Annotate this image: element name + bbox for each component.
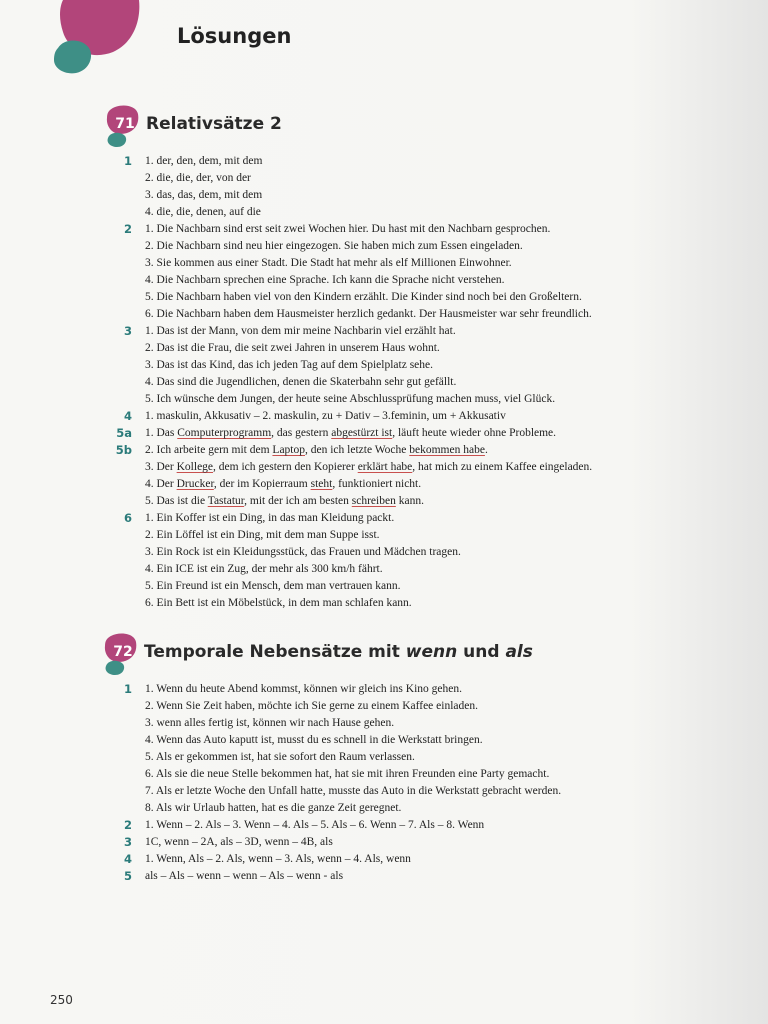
answer-line: 5. Als er gekommen ist, hat sie sofort den Raum verlassen. [145,751,415,763]
teal-blob-decoration [52,38,94,76]
answer-line: 1. Wenn, Als – 2. Als, wenn – 3. Als, wenn – 4. Als, wenn [145,853,411,865]
answer-line: 5. Ein Freund ist ein Mensch, dem man vertrauen kann. [145,580,401,592]
exercise-answers [145,817,484,834]
answer-line: 2. Wenn Sie Zeit haben, möchte ich Sie gerne zu einem Kaffee einladen. [145,700,478,712]
exercise-number: 5a 5b [115,426,132,457]
answer-line: 1. Wenn du heute Abend kommst, können wir gleich ins Kino gehen. [145,683,462,695]
answer-line: 2. Ein Löffel ist ein Ding, mit dem man Suppe isst. [145,529,380,541]
answer-line: 3. Das ist das Kind, das ich jeden Tag auf dem Spielplatz sehe. [145,359,434,371]
answer-line: 1. Wenn – 2. Als – 3. Wenn – 4. Als – 5. Als – 6. Wenn – 7. Als – 8. Wenn [145,819,485,831]
exercise-number: 2 [123,222,132,236]
exercise-answers [145,510,461,612]
answer-line: 6. Ein Bett ist ein Möbelstück, in dem man schlafen kann. [145,597,412,609]
exercise-answers [145,153,262,221]
answer-line: 8. Als wir Urlaub hatten, hat es die ganze Zeit geregnet. [145,802,402,814]
exercise-answers [145,323,555,408]
exercise-answers [145,851,411,868]
answer-line: 3. Der Kollege, dem ich gestern den Kopierer erklärt habe, hat mich zu einem Kaffee eingeladen. [145,461,593,473]
answer-line: 1. Das ist der Mann, von dem mir meine Nachbarin viel erzählt hat. [145,325,456,337]
answer-line: 3. Ein Rock ist ein Kleidungsstück, das Frauen und Mädchen tragen. [145,546,461,558]
answer-line: 4. Das sind die Jugendlichen, denen die Skaterbahn sehr gut gefällt. [145,376,457,388]
answer-line: 1. Die Nachbarn sind erst seit zwei Wochen hier. Du hast mit den Nachbarn gesprochen. [145,223,551,235]
answer-line: 3. wenn alles fertig ist, können wir nach Hause gehen. [145,717,395,729]
page-number: 250 [50,993,73,1007]
answer-line: 4. Der Drucker, der im Kopierraum steht, funktioniert nicht. [145,478,422,490]
answer-line: 2. die, die, der, von der [145,172,251,184]
section-number: 72 [113,644,133,660]
answer-line: 5. Die Nachbarn haben viel von den Kindern erzählt. Die Kinder sind noch bei den Großeltern. [145,291,582,303]
exercise-number: 4 [123,409,132,423]
answer-line: 6. Die Nachbarn haben dem Hausmeister herzlich gedankt. Der Hausmeister war sehr freundlich. [145,308,592,320]
exercise-number: 3 [123,324,132,338]
answer-line: 1. der, den, dem, mit dem [145,155,263,167]
answer-line: 4. Ein ICE ist ein Zug, der mehr als 300 km/h fährt. [145,563,383,575]
answer-line: 4. die, die, denen, auf die [145,206,261,218]
answer-line: 4. Wenn das Auto kaputt ist, musst du es schnell in die Werkstatt bringen. [145,734,483,746]
exercise-number: 3 [123,835,132,849]
page-title: Lösungen [177,24,292,48]
section-title: Temporale Nebensätze mit wenn und als [144,642,533,662]
answer-line: 5. Ich wünsche dem Jungen, der heute seine Abschlussprüfung machen muss, viel Glück. [145,393,556,405]
exercise-answers [145,408,506,425]
exercise-number: 2 [123,818,132,832]
exercise-number: 1 [123,682,132,696]
section-title: Relativsätze 2 [146,114,282,134]
answer-line: als – Als – wenn – wenn – Als – wenn - als [145,870,344,882]
answer-line: 1. Ein Koffer ist ein Ding, in das man Kleidung packt. [145,512,395,524]
exercise-number: 4 [123,852,132,866]
exercise-answers [145,834,333,851]
exercise-answers [145,681,561,817]
answer-line: 4. Die Nachbarn sprechen eine Sprache. Ich kann die Sprache nicht verstehen. [145,274,505,286]
answer-line: 5. Das ist die Tastatur, mit der ich am besten schreiben kann. [145,495,424,507]
exercise-answers [145,221,592,323]
answer-line: 1C, wenn – 2A, als – 3D, wenn – 4B, als [145,836,333,848]
answer-line: 1. maskulin, Akkusativ – 2. maskulin, zu + Dativ – 3.feminin, um + Akkusativ [145,410,506,422]
section-number: 71 [115,116,135,132]
exercise-answers [145,425,592,510]
exercise-answers [145,868,343,885]
exercise-number: 6 [123,511,132,525]
exercise-number: 1 [123,154,132,168]
answer-line: 7. Als er letzte Woche den Unfall hatte, musste das Auto in die Werkstatt gebracht werden. [145,785,562,797]
answer-line: 2. Ich arbeite gern mit dem Laptop, den ich letzte Woche bekommen habe. [145,444,488,456]
answer-line: 2. Das ist die Frau, die seit zwei Jahren in unserem Haus wohnt. [145,342,440,354]
answer-line: 2. Die Nachbarn sind neu hier eingezogen. Sie haben mich zum Essen eingeladen. [145,240,523,252]
answer-line: 3. Sie kommen aus einer Stadt. Die Stadt hat mehr als elf Millionen Einwohner. [145,257,512,269]
answer-line: 6. Als sie die neue Stelle bekommen hat, hat sie mit ihren Freunden eine Party gemacht. [145,768,550,780]
answer-line: 1. Das Computerprogramm, das gestern abgestürzt ist, läuft heute wieder ohne Probleme. [145,427,557,439]
answer-line: 3. das, das, dem, mit dem [145,189,263,201]
exercise-number: 5 [123,869,132,883]
